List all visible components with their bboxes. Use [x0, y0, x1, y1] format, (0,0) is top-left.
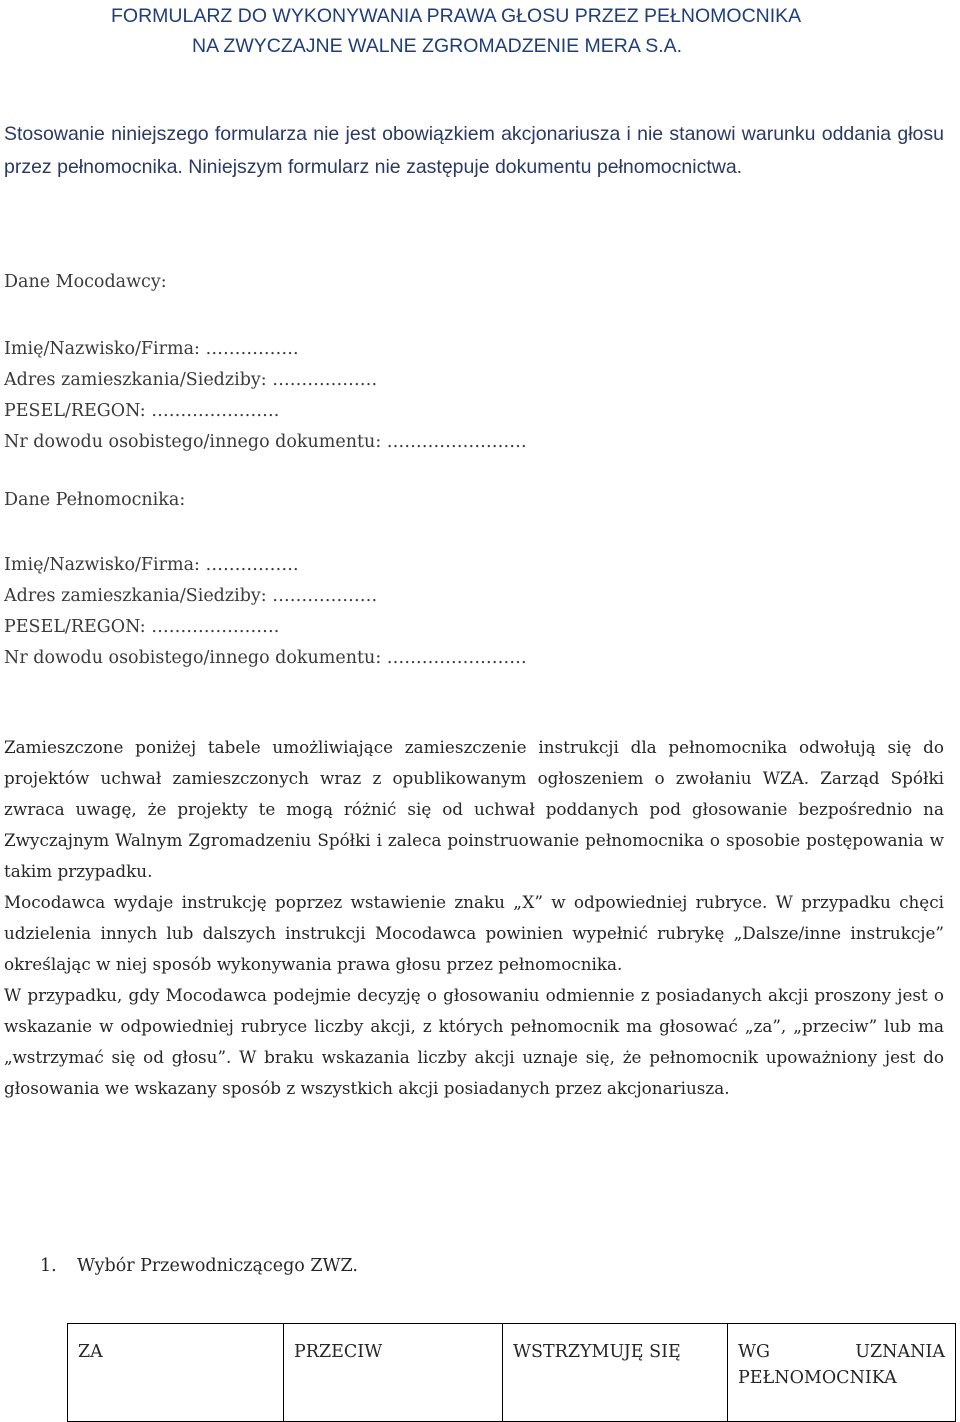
vote-cell-za[interactable]	[68, 1324, 284, 1422]
form-title-line-2: NA ZWYCZAJNE WALNE ZGROMADZENIE MERA S.A.	[192, 35, 683, 57]
vote-cell-wg-uznania[interactable]	[728, 1324, 956, 1422]
vote-label-uznania: UZNANIA	[855, 1342, 945, 1362]
mocodawca-fields	[4, 334, 527, 458]
mocodawca-pesel-field[interactable]: PESEL/REGON: ………………….	[4, 401, 280, 421]
vote-cell-przeciw[interactable]	[284, 1324, 503, 1422]
mocodawca-address-field[interactable]: Adres zamieszkania/Siedziby: ………………	[4, 370, 378, 390]
instructions-paragraph-2: Mocodawca wydaje instrukcję poprzez wstawienie znaku „X” w odpowiedniej rubryce. W przypadku chęci udzielenia innych lub dalszych instrukcji Mocodawca powinien wypełnić rubrykę „Dalsze/inne instrukcje” określając w niej sposób wykonywania prawa głosu przez pełnomocnika.	[4, 892, 944, 974]
instructions-paragraph-3: W przypadku, gdy Mocodawca podejmie decyzję o głosowaniu odmiennie z posiadanych akcji proszony jest o wskazanie w odpowiedniej rubryce liczby akcji, z których pełnomocnik ma głosować „za”, „przeciw” lub ma „wstrzymać się od głosu”. W braku wskazania liczby akcji uznaje się, że pełnomocnik upoważniony jest do głosowania we wskazany sposób z wszystkich akcji posiadanych przez akcjonariusza.	[4, 985, 944, 1098]
pelnomocnik-name-field[interactable]: Imię/Nazwisko/Firma: …………….	[4, 555, 299, 575]
table-row	[68, 1324, 956, 1422]
resolution-item-1	[40, 1256, 358, 1276]
resolution-title: Wybór Przewodniczącego ZWZ.	[77, 1256, 358, 1276]
vote-label-wg: WG	[738, 1342, 770, 1362]
resolution-number: 1.	[40, 1256, 57, 1276]
pelnomocnik-id-doc-field[interactable]: Nr dowodu osobistego/innego dokumentu: ……………………	[4, 648, 527, 668]
intro-paragraph: Stosowanie niniejszego formularza nie jest obowiązkiem akcjonariusza i nie stanowi warunku oddania głosu przez pełnomocnika. Niniejszym formularz nie zastępuje dokumentu pełnomocnictwa.	[4, 123, 944, 178]
instructions-text	[4, 732, 944, 1104]
instructions-paragraph-1: Zamieszczone poniżej tabele umożliwiające zamieszczenie instrukcji dla pełnomocnika odwołują się do projektów uchwał zamieszczonych wraz z opublikowanym ogłoszeniem o zwołaniu WZA. Zarząd Spółki zwraca uwagę, że projekty te mogą różnić się od uchwał poddanych pod głosowanie bezpośrednio na Zwyczajnym Walnym Zgromadzeniu Spółki i zaleca poinstruowanie pełnomocnika o sposobie postępowania w takim przypadku.	[4, 737, 944, 881]
pelnomocnik-pesel-field[interactable]: PESEL/REGON: ………………….	[4, 617, 280, 637]
pelnomocnik-address-field[interactable]: Adres zamieszkania/Siedziby: ………………	[4, 586, 378, 606]
pelnomocnik-heading: Dane Pełnomocnika:	[4, 490, 186, 510]
vote-label-wstrzymuje: WSTRZYMUJĘ SIĘ	[513, 1342, 681, 1362]
form-title-line-1: FORMULARZ DO WYKONYWANIA PRAWA GŁOSU PRZEZ PEŁNOMOCNIKA	[111, 5, 802, 27]
vote-label-pelnomocnika: PEŁNOMOCNIKA	[738, 1368, 897, 1388]
mocodawca-id-doc-field[interactable]: Nr dowodu osobistego/innego dokumentu: ……………………	[4, 432, 527, 452]
vote-label-za: ZA	[78, 1342, 103, 1362]
vote-label-przeciw: PRZECIW	[294, 1342, 383, 1362]
mocodawca-name-field[interactable]: Imię/Nazwisko/Firma: …………….	[4, 339, 299, 359]
mocodawca-heading: Dane Mocodawcy:	[4, 272, 167, 292]
pelnomocnik-fields	[4, 550, 527, 674]
vote-table	[67, 1323, 956, 1422]
vote-cell-wstrzymuje[interactable]	[503, 1324, 728, 1422]
